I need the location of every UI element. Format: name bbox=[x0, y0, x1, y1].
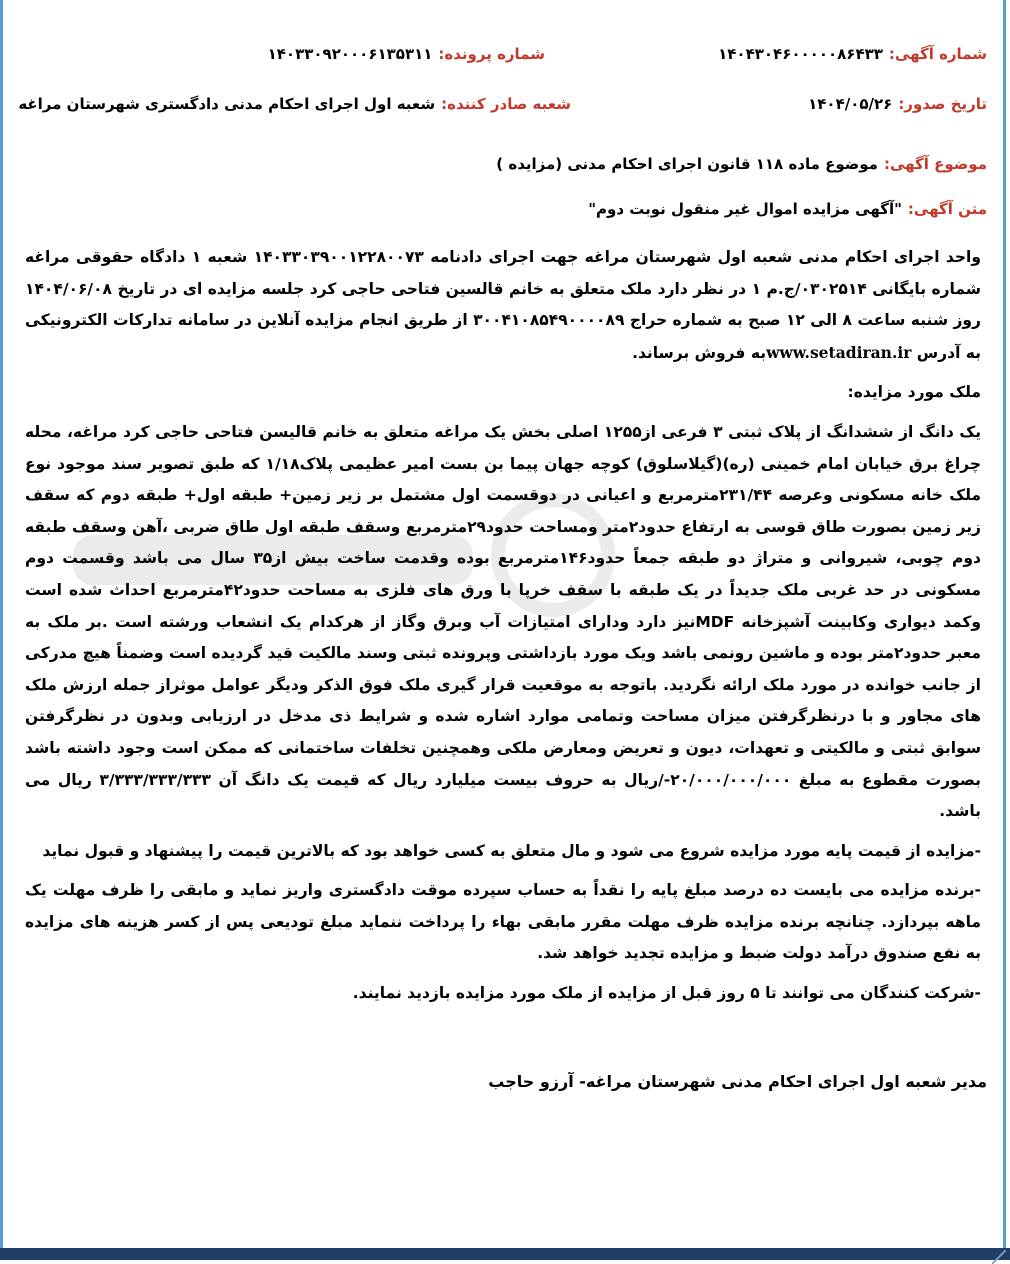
intro-paragraph bbox=[25, 242, 981, 369]
intro-text: واحد اجرای احکام مدنی شعبه اول شهرستان مراغه جهت اجرای دادنامه ۱۴۰۳۳۰۳۹۰۰۱۲۲۸۰۰۷۳ شعبه ۱ دادگاه حقوقی مراغه شماره بایگانی ۰۳۰۲۵۱۴/ج.م ۱ در نظر دارد ملک متعلق به خانم قالسین فتاحی حاجی کرد جلسه مزایده ای در تاریخ ۱۴۰۴/۰۶/۰۸ روز شنبه ساعت ۸ الی ۱۲ صبح به شماره حراج ۳۰۰۴۱۰۸۵۴۹۰۰۰۰۸۹ از طریق انجام مزایده آنلاین در سامانه تدارکات الکترونیکی به آدرس bbox=[25, 248, 981, 362]
text-title-row bbox=[588, 200, 987, 218]
condition-2: -برنده مزایده می بایست ده درصد مبلغ پایه را نقداً به حساب سپرده موقت دادگستری واریز نماید و مابقی را ظرف مهلت یک ماهه بپردازد. چنانچه برنده مزایده ظرف مهلت مقرر مابقی بهاء را پرداخت ننماید مبلغ تودیعی پس از کسر هزینه های مزایده به نفع صندوق درآمد دولت ضبط و مزایده تجدید خواهد شد. bbox=[25, 881, 981, 963]
condition-3: -شرکت کنندگان می توانند تا ۵ روز قبل از مزایده از ملک مورد مزایده بازدید نمایند. bbox=[352, 984, 981, 1003]
issuing-branch-row bbox=[18, 95, 571, 113]
property-heading: ملک مورد مزایده: bbox=[847, 383, 981, 402]
announcement-body bbox=[25, 242, 981, 1010]
signature: مدیر شعبه اول اجرای احکام مدنی شهرستان مراغه- آرزو حاجب bbox=[488, 1072, 987, 1091]
issue-date-row bbox=[808, 95, 987, 113]
case-number-label: شماره پرونده: bbox=[438, 45, 545, 63]
issue-date-value: ۱۴۰۴/۰۵/۲۶ bbox=[808, 95, 893, 113]
resize-grip-icon[interactable] bbox=[992, 1250, 1006, 1264]
ad-number-row bbox=[718, 45, 987, 63]
issuing-branch-label: شعبه صادر کننده: bbox=[441, 95, 571, 113]
intro-text-end: به فروش برساند. bbox=[632, 343, 767, 362]
ad-number-value: ۱۴۰۴۳۰۴۶۰۰۰۰۰۸۶۴۳۳ bbox=[718, 45, 883, 63]
case-number-row bbox=[268, 45, 545, 63]
subject-value: موضوع ماده ۱۱۸ قانون اجرای احکام مدنی (مزایده ) bbox=[496, 155, 878, 173]
subject-label: موضوع آگهی: bbox=[883, 155, 987, 173]
ad-number-label: شماره آگهی: bbox=[888, 45, 987, 63]
text-title: "آگهی مزایده اموال غیر منقول نوبت دوم" bbox=[588, 200, 902, 218]
property-description: یک دانگ از ششدانگ از پلاک ثبتی ۳ فرعی از۱۲۵۵ اصلی بخش یک مراغه متعلق به خانم قالیسن فتاحی حاجی کرد مراغه، محله چراغ برق خیابان امام خمینی (ره)(گیلاسلوق) کوچه جهان پیما بن بست امیر عظیمی پلاک۱/۱۸ که طبق تصویر سند موجود نوع ملک خانه مسکونی وعرصه ۲۳۱/۴۴مترمربع و اعیانی در دوقسمت اول مشتمل بر زیر زمین+ طبقه اول+ طبقه دوم که سقف زیر زمین بصورت طاق قوسی به ارتفاع حدود۲متر ومساحت حدود۲۹مترمربع وسقف طبقه اول طاق ضربی ،آهن وسقف طبقه دوم چوبی، شیروانی و متراژ دو طبقه جمعاً حدود۱۴۶مترمربع بوده وقدمت ساخت بیش از۳۵ سال می باشد وقسمت دوم مسکونی در حد غربی ملک جدیداً در یک طبقه با سقف خرپا با ورق های فلزی به مساحت حدود۴۲مترمربع احداث شده است وکمد دیواری وکابینت آشپزخانه MDFنیز دارد ودارای امتیازات آب وبرق وگاز از هرکدام یک انشعاب ورشته است .بر ملک به معبر حدود۲متر بوده و ماشین رونمی باشد ویک مورد بازداشتی وپرونده ثبتی وسند مالکیت قید گردیده است وضمناً هیچ مدرکی از جانب خوانده در مورد ملک ارائه نگردید. باتوجه به موقعیت قرار گیری ملک فوق الذکر ودیگر عوامل موثراز جمله ارزش ملک های مجاور و با درنظرگرفتن میزان مساحت وتمامی موارد اشاره شده و شرایط ذی مدخل در ارزیابی وبدون در نظرگرفتن سوابق ثبتی و مالکیتی و تعهدات، دیون و تعریض ومعارض ملکی وهمچنین تخلفات ساختمانی که ممکن است وجود داشته باشد بصورت مقطوع به مبلغ ۲۰/۰۰۰/۰۰۰/۰۰۰-/ریال به حروف بیست میلیارد ریال که قیمت یک دانگ آن ۳/۳۳۳/۳۳۳/۳۳۳ ریال می باشد. bbox=[25, 422, 982, 821]
setadiran-link[interactable]: www.setadiran.ir bbox=[766, 342, 912, 362]
text-label: متن آگهی: bbox=[907, 200, 987, 218]
issuing-branch-value: شعبه اول اجرای احکام مدنی دادگستری شهرستان مراغه bbox=[18, 95, 436, 113]
window-bottom-bar bbox=[0, 1248, 1010, 1260]
subject-row bbox=[496, 155, 987, 173]
condition-1: -مزایده از قیمت پایه مورد مزایده شروع می شود و مال متعلق به کسی خواهد بود که بالاترین قیمت را پیشنهاد و قبول نماید bbox=[42, 841, 981, 860]
issue-date-label: تاریخ صدور: bbox=[898, 95, 987, 113]
case-number-value: ۱۴۰۳۳۰۹۲۰۰۰۶۱۳۵۳۱۱ bbox=[267, 45, 433, 63]
